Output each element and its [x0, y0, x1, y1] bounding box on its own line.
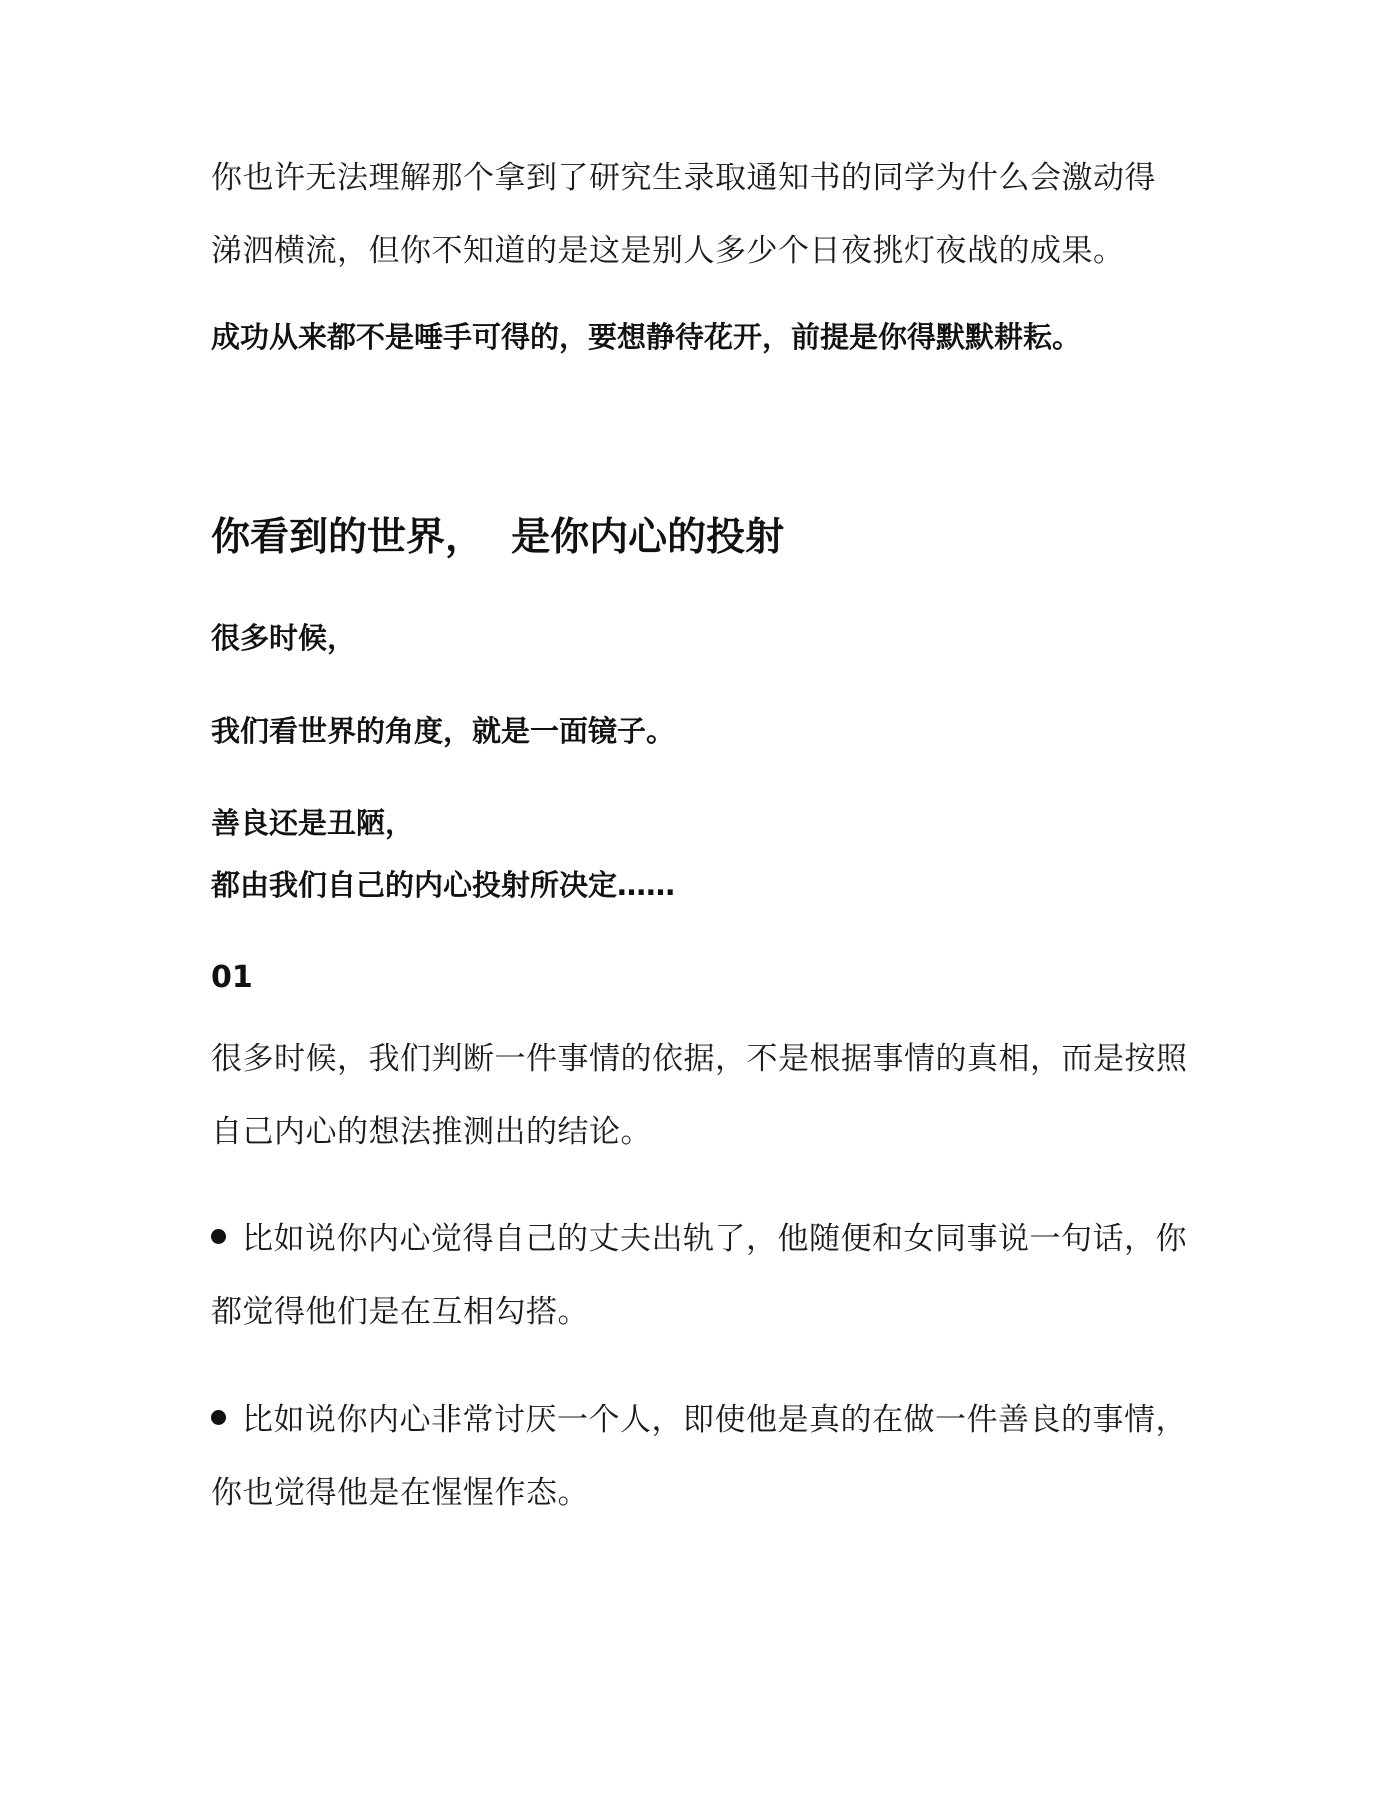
paragraph-line: 都觉得他们是在互相勾搭。: [211, 1294, 589, 1330]
body-paragraph: [211, 1023, 1201, 1169]
bullet-text: 比如说你内心非常讨厌一个人，即使他是真的在做一件善良的事情，: [242, 1402, 1187, 1438]
bullet-icon: [211, 1229, 226, 1244]
bullet-icon: [211, 1410, 226, 1425]
paragraph-line: 涕泗横流，但你不知道的是这是别人多少个日夜挑灯夜战的成果。: [211, 233, 1125, 269]
paragraph-line: 很多时候，我们判断一件事情的依据，不是根据事情的真相，而是按照: [211, 1041, 1188, 1077]
paragraph-line: [211, 1203, 1201, 1276]
lead-line: 都由我们自己的内心投射所决定……: [211, 868, 676, 902]
bullet-item: [211, 1384, 1201, 1530]
section-heading: 你看到的世界， 是你内心的投射: [211, 515, 785, 560]
intro-paragraph: [211, 142, 1201, 288]
bold-statement: 成功从来都不是唾手可得的，要想静待花开，前提是你得默默耕耘。: [211, 320, 1082, 354]
paragraph-line: 你也许无法理解那个拿到了研究生录取通知书的同学为什么会激动得: [211, 160, 1156, 196]
paragraph-line: 你也觉得他是在惺惺作态。: [211, 1475, 589, 1511]
paragraph-line: 自己内心的想法推测出的结论。: [211, 1114, 652, 1150]
paragraph-line: [211, 1384, 1201, 1457]
lead-line: 善良还是丑陋，: [211, 806, 415, 840]
section-number: 01: [211, 960, 253, 995]
lead-line: 很多时候，: [211, 621, 357, 655]
lead-line: 我们看世界的角度，就是一面镜子。: [211, 714, 676, 748]
bullet-item: [211, 1203, 1201, 1349]
bullet-text: 比如说你内心觉得自己的丈夫出轨了，他随便和女同事说一句话，你: [242, 1221, 1187, 1257]
